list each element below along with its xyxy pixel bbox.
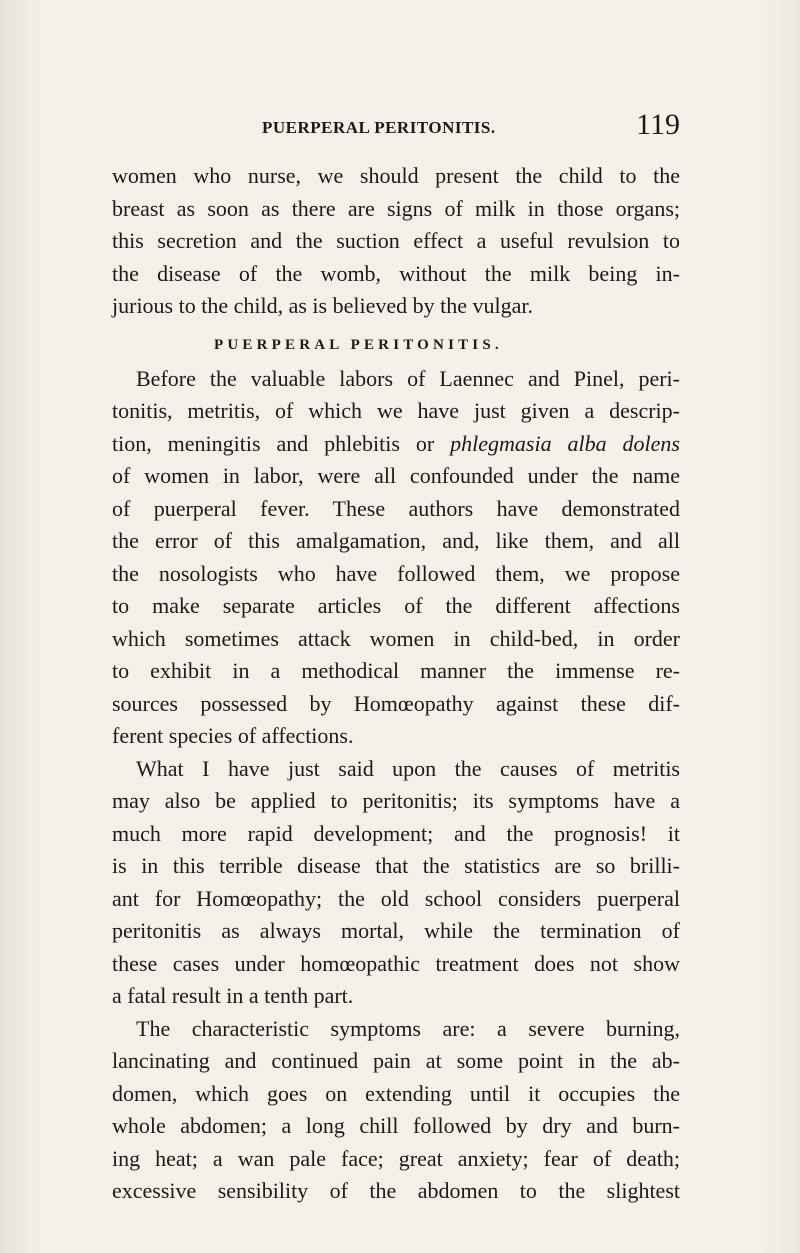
section-heading: PUERPERAL PERITONITIS. [214, 336, 503, 353]
text-line: the nosologists who have followed them, we propose [112, 560, 680, 586]
text-line: domen, which goes on extending until it occupies the [112, 1080, 680, 1106]
text-line: to make separate articles of the different affections [112, 593, 680, 618]
text-line: the error of this amalgamation, and, like them, and all [112, 528, 680, 553]
text-line: ing heat; a wan pale face; great anxiety; fear of death; [112, 1145, 680, 1171]
text-line: this secretion and the suction effect a useful revulsion to [112, 228, 680, 253]
text-line: sources possessed by Homœopathy against these dif- [112, 690, 680, 716]
text-line: ant for Homœopathy; the old school considers puerperal [112, 885, 680, 911]
text-line: may also be applied to peritonitis; its symptoms have a [112, 788, 680, 813]
text-line: of women in labor, were all confounded under the name [112, 463, 680, 488]
paragraph-1 [112, 160, 680, 323]
text-line: is in this terrible disease that the statistics are so brilli- [112, 853, 680, 878]
text-line: much more rapid development; and the prognosis! it [112, 820, 680, 846]
page-number: 119 [636, 108, 680, 141]
running-title: PUERPERAL PERITONITIS. [262, 118, 496, 137]
italic-term: phlegmasia alba dolens [450, 430, 680, 456]
text-line: a fatal result in a tenth part. [112, 983, 354, 1008]
text-line: lancinating and continued pain at some point in the ab- [112, 1048, 680, 1073]
text-line: these cases under homœopathic treatment does not show [112, 950, 680, 976]
text-line: women who nurse, we should present the child to the [112, 163, 680, 188]
paragraph-2 [112, 363, 680, 753]
paragraph-4 [112, 1013, 680, 1208]
text-line: breast as soon as there are signs of milk in those organs; [112, 195, 680, 221]
text-line: of puerperal fever. These authors have demonstrated [112, 495, 680, 521]
text-segment: tion, meningitis and phlebitis or [112, 430, 451, 456]
text-line: What I have just said upon the causes of metritis [136, 755, 680, 781]
text-line: ferent species of affections. [112, 723, 354, 748]
text-line: to exhibit in a methodical manner the immense re- [112, 658, 680, 683]
text-line: the disease of the womb, without the milk being in- [112, 260, 680, 286]
text-line: The characteristic symptoms are: a severe burning, [136, 1015, 680, 1041]
text-line: excessive sensibility of the abdomen to the slightest [112, 1178, 680, 1203]
text-line: which sometimes attack women in child-bed, in order [112, 625, 680, 651]
body-text [112, 160, 680, 1208]
paragraph-3 [112, 753, 680, 1013]
text-line-with-italic [112, 428, 680, 461]
running-head [112, 108, 680, 148]
text-line: jurious to the child, as is believed by the vulgar. [112, 293, 533, 318]
text-line: tonitis, metritis, of which we have just given a descrip- [112, 398, 680, 423]
text-line: peritonitis as always mortal, while the termination of [112, 918, 680, 943]
text-line: Before the valuable labors of Laennec and Pinel, peri- [136, 365, 680, 391]
text-line: whole abdomen; a long chill followed by dry and burn- [112, 1113, 680, 1138]
